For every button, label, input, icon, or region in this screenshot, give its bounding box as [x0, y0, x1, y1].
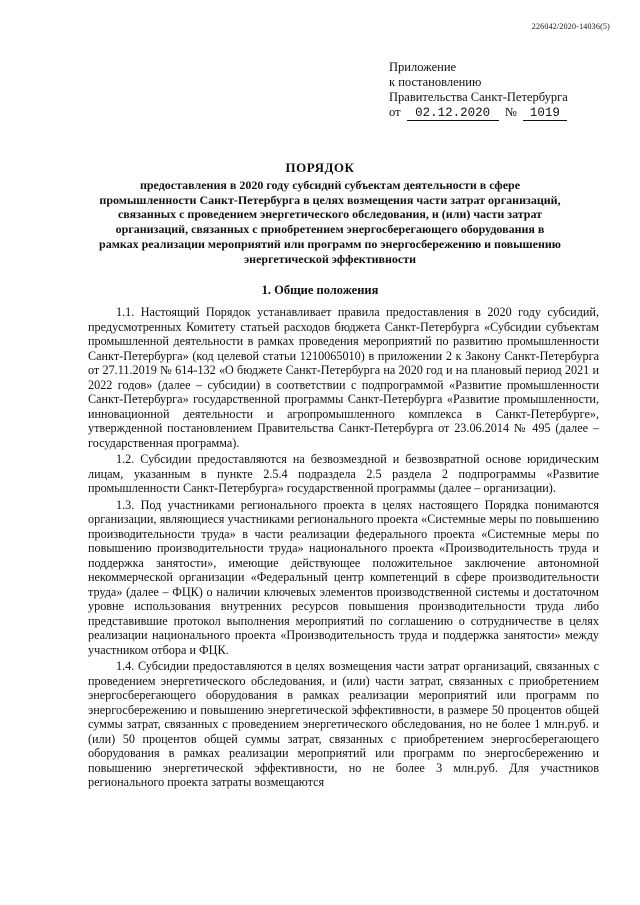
date-prefix: от [389, 105, 401, 119]
appendix-date-line [389, 105, 568, 121]
paragraph-1-2: 1.2. Субсидии предоставляются на безвозмездной и безвозвратной основе юридическим лицам, указанным в пункте 2.5.4 подраздела 2.5 раздела 2 подпрограммы «Развитие промышленности Санкт-Петербурга» государственной программы (далее – организации). [88, 452, 599, 495]
appendix-line-3: Правительства Санкт-Петербурга [389, 90, 568, 104]
document-subtitle: предоставления в 2020 году субсидий субъектам деятельности в сфере промышленности Санкт-Петербурга в целях возмещения части затрат организаций, связанных с проведением энергетического обследования, и (или) части затрат организаций, связанных с приобретением энергосберегающего оборудования в рамках реализации мероприятий или программ по энергосбережению и повышению энергетической эффективности [99, 178, 561, 266]
appendix-line-1: Приложение [389, 60, 457, 74]
appendix-block [389, 60, 568, 121]
document-id: 226042/2020-14036(5) [531, 22, 610, 31]
document-body [88, 305, 599, 792]
paragraph-1-1: 1.1. Настоящий Порядок устанавливает правила предоставления в 2020 году субсидий, предусмотренных Комитету статьей расходов бюджета Санкт-Петербурга «Субсидии субъектам промышленной деятельности в рамках проведения мероприятий по развитию промышленности Санкт-Петербурга» (код целевой статьи 1210065010) в приложении 2 к Закону Санкт-Петербурга от 27.11.2019 № 614-132 «О бюджете Санкт-Петербурга на 2020 год и на плановый период 2021 и 2022 годов» (далее – субсидии) в соответствии с подпрограммой «Развитие промышленности Санкт-Петербурга» государственной программы Санкт-Петербурга «Развитие промышленности, инновационной деятельности и агропромышленного комплекса в Санкт-Петербурге», утвержденной постановлением Правительства Санкт-Петербурга от 23.06.2014 № 495 (далее – государственная программа). [88, 305, 599, 450]
number-prefix: № [504, 105, 517, 119]
resolution-date: 02.12.2020 [407, 107, 499, 121]
paragraph-1-3: 1.3. Под участниками регионального проекта в целях настоящего Порядка понимаются организации, являющиеся участниками регионального проекта «Системные меры по повышению производительности труда» в части реализации федерального проекта «Системные меры по повышению производительности труда» национального проекта «Производительность труда и поддержка занятости», имеющие действующее положительное заключение автономной некоммерческой организации «Федеральный центр компетенций в сфере производительности труда» (далее – ФЦК) о наличии ключевых элементов производственной системы и достаточном уровне использования внутренних ресурсов повышения производительности труда либо представившие протокол выполнения мероприятий по соглашению о сотрудничестве в целях реализации национального проекта «Производительность труда и поддержка занятости» между участником отбора и ФЦК. [88, 497, 599, 657]
paragraph-1-4: 1.4. Субсидии предоставляются в целях возмещения части затрат организаций, связанных с проведением энергетического обследования, и (или) части затрат, связанных с приобретением энергосберегающего оборудования в рамках реализации мероприятий или программ по энергосбережению и повышению энергетической эффективности, в размере 50 процентов общей суммы затрат, связанных с проведением энергетического обследования, но не более 1 млн.руб. и (или) 50 процентов общей суммы затрат, связанных с приобретением энергосберегающего оборудования в рамках реализации мероприятий или программ по энергосбережению и повышению энергетической эффективности, но не более 3 млн.руб. Для участников регионального проекта затраты возмещаются [88, 659, 599, 789]
resolution-number: 1019 [523, 107, 567, 121]
document-title: ПОРЯДОК [285, 160, 355, 175]
section-title: 1. Общие положения [261, 283, 379, 297]
appendix-line-2: к постановлению [389, 75, 482, 89]
